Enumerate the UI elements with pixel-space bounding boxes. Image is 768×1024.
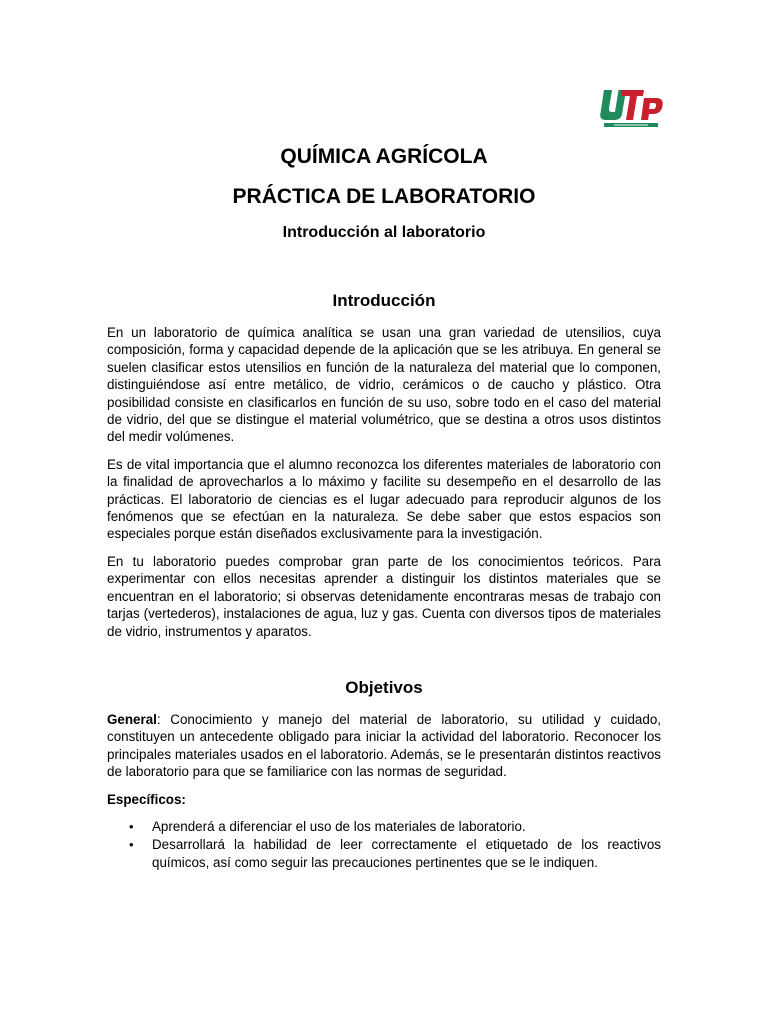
heading-objetivos: Objetivos xyxy=(345,677,423,697)
practice-topic: Introducción al laboratorio xyxy=(282,224,486,241)
intro-paragraph-2: Es de vital importancia que el alumno reconozca los diferentes materiales de laboratorio con la finalidad de aprovecharlos a lo máximo y facilite su desempeño en el desarrollo de las prácticas. El laboratorio de ciencias es el lugar adecuado para reproducir algunos de los fenómenos que se efectúan en la naturaleza. Se debe saber que estos espacios son especiales porque están diseñados exclusivamente para la investigación. xyxy=(107,456,661,542)
general-label: General xyxy=(107,711,157,727)
especificos-list xyxy=(107,818,661,871)
list-item xyxy=(107,836,661,871)
list-item xyxy=(107,818,661,835)
intro-paragraph-3: En tu laboratorio puedes comprobar gran parte de los conocimientos teóricos. Para experimentar con ellos necesitas aprender a distinguir los distintos materiales que se encuentran en el laboratorio; si observas detenidamente encontraras mesas de trabajo con tarjas (vertederos), instalaciones de agua, luz y gas. Cuenta con diversos tipos de materiales de vidrio, instrumentos y aparatos. xyxy=(107,553,661,639)
especificos-label: Específicos: xyxy=(107,791,186,807)
utp-logo xyxy=(600,88,664,132)
heading-introduccion: Introducción xyxy=(332,291,436,310)
document-body xyxy=(107,290,661,872)
bullet-icon: • xyxy=(129,818,134,834)
list-item-text: Aprenderá a diferenciar el uso de los materiales de laboratorio. xyxy=(152,818,526,834)
page-title: QUÍMICA AGRÍCOLA xyxy=(280,145,488,168)
intro-paragraph-1: En un laboratorio de química analítica se usan una gran variedad de utensilios, cuya composición, forma y capacidad depende de la aplicación que se les atribuya. En general se suelen clasificar estos utensilios en función de la naturaleza del material que lo componen, distinguiéndose así entre metálico, de vidrio, cerámicos o de caucho y plástico. Otra posibilidad consiste en clasificarlos en función de su uso, sobre todo en el caso del material de vidrio, del que se distingue el material volumétrico, que se destina a otros usos distintos del medir volúmenes. xyxy=(107,325,661,445)
page-subtitle-practice: PRÁCTICA DE LABORATORIO xyxy=(232,185,536,208)
general-text: : Conocimiento y manejo del material de laboratorio, su utilidad y cuidado, constituyen un antecedente obligado para iniciar la actividad del laboratorio. Reconocer los principales materiales usados en el laboratorio. Además, se le presentarán distintos reactivos de laboratorio para que se familiarice con las normas de seguridad. xyxy=(107,711,661,780)
bullet-icon: • xyxy=(129,837,134,853)
objetivo-general xyxy=(107,711,661,781)
list-item-text: Desarrollará la habilidad de leer correctamente el etiquetado de los reactivos químicos, así como seguir las precauciones pertinentes que se le indiquen. xyxy=(152,837,661,870)
title-block xyxy=(0,144,768,242)
